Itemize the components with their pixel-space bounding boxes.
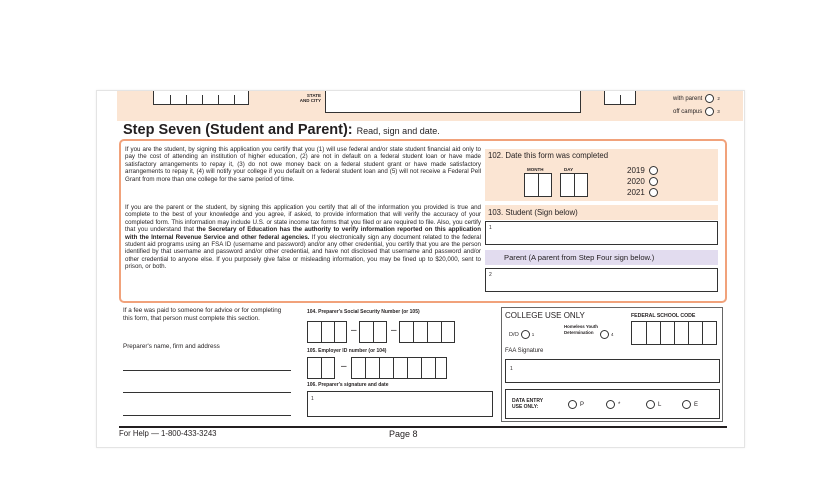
parent-signature-header [485, 250, 718, 265]
ssn-part2[interactable] [359, 321, 387, 343]
q102-label: 102. Date this form was completed [488, 151, 609, 160]
preparer-line[interactable] [123, 415, 291, 416]
ssn-part3[interactable] [399, 321, 455, 343]
college-use-box [501, 307, 723, 422]
entry-option-label: E [694, 401, 699, 408]
year-option-2019[interactable] [627, 166, 658, 175]
entry-option-star[interactable] [606, 400, 620, 409]
state-label: STATE [306, 93, 321, 98]
radio-circle[interactable] [705, 94, 714, 103]
data-entry-box [505, 389, 720, 419]
year-label: 2020 [627, 177, 645, 186]
homeless-option[interactable] [600, 330, 614, 339]
ssn-dash: – [351, 325, 357, 336]
preparer-name-label: Preparer's name, firm and address [123, 343, 220, 350]
cert-text-bold: the Secretary of Education has the authority to verify information reported on this application with the Internal Revenue Service and other federal agencies. [125, 226, 481, 241]
entry-option-label: L [658, 401, 662, 408]
q106-text: Preparer's signature and date [318, 382, 389, 388]
form-page [96, 90, 745, 448]
do-label: D/O [509, 331, 519, 338]
federal-school-code-boxes[interactable] [631, 321, 717, 345]
data-entry-label: DATA ENTRY USE ONLY: [512, 398, 544, 410]
city-field[interactable] [325, 91, 581, 113]
radio-circle[interactable] [568, 400, 577, 409]
radio-circle[interactable] [649, 166, 658, 175]
sig-number: 1 [489, 225, 492, 231]
q105-number: 105. [307, 348, 317, 354]
state-city-label [297, 93, 321, 103]
q102-header [485, 149, 718, 163]
top-address-band [117, 91, 743, 121]
preparer-signature-field[interactable] [307, 391, 493, 417]
do-option[interactable] [509, 330, 534, 339]
preparer-line[interactable] [123, 392, 291, 393]
entry-option-l[interactable] [646, 400, 661, 409]
radio-circle[interactable] [521, 330, 530, 339]
city-label: AND CITY [299, 98, 321, 103]
q106-label [307, 382, 389, 388]
year-option-2020[interactable] [627, 177, 658, 186]
cert-text-b: If you electronically sign any document related to the federal student aid programs using an FSA ID (username and password) and/or any other credential, you certify that you are the person identified by that username and password and/or other credential, and have not disclosed that username and password and/or other credential to anyone else. If you purposely give false or misleading information, you may be fined up to $20,000, sent to prison, or both. [125, 233, 481, 271]
faa-signature-field[interactable] [505, 359, 720, 383]
sig-number: 1 [311, 396, 314, 402]
parent-signature-field[interactable] [485, 268, 718, 292]
footer-rule [119, 426, 727, 428]
q104-label [307, 309, 420, 315]
college-use-title: COLLEGE USE ONLY [505, 311, 585, 320]
q106-number: 106. [307, 382, 317, 388]
entry-option-p[interactable] [568, 400, 584, 409]
ssn-dash: – [391, 325, 397, 336]
q103-header [485, 205, 718, 220]
month-boxes[interactable] [524, 173, 552, 197]
certification-box [119, 139, 727, 303]
sig-number: 2 [489, 272, 492, 278]
federal-school-code-label: FEDERAL SCHOOL CODE [631, 313, 696, 319]
parent-signature-label: Parent (A parent from Step Four sign below.) [504, 253, 655, 262]
ein-part2[interactable] [351, 357, 447, 379]
zip-code-boxes[interactable] [153, 91, 249, 105]
entry-option-label: P [580, 401, 585, 408]
student-certification-text: If you are the student, by signing this application you certify that you (1) will use federal and/or state student financial aid only to pay the cost of attending an institution of higher education, (2) are not in default on a federal student loan or have made satisfactory arrangements to repay it, (3) do not owe money back on a federal student grant or have made satisfactory arrangements to repay it, (4) will notify your college if you default on a federal student loan and (5) will not receive a Federal Pell Grant from more than one college for the same period of time. [125, 146, 481, 183]
living-option-label: off campus [673, 108, 703, 115]
state-boxes[interactable] [604, 91, 636, 105]
entry-option-e[interactable] [682, 400, 698, 409]
radio-circle[interactable] [705, 107, 714, 116]
preparer-line[interactable] [123, 370, 291, 371]
ein-part1[interactable] [307, 357, 335, 379]
day-boxes[interactable] [560, 173, 588, 197]
student-signature-field[interactable] [485, 221, 718, 245]
option-number: 2 [717, 96, 720, 101]
homeless-youth-label: Homeless Youth Determination [564, 324, 598, 335]
step-title-sub: Read, sign and date. [356, 126, 440, 136]
option-number: 3 [717, 109, 720, 114]
step-title-main: Step Seven (Student and Parent): [123, 122, 353, 138]
cert-text-a: If you are the parent or the student, by signing this application you certify that all of the information you provided is true and complete to the best of your knowledge and you agree, if asked, to provide information that will verify the accuracy of your completed form. This information may include U.S. or state income tax forms that you filed or are required to file. Also, you certify that you understand that [125, 204, 481, 234]
q105-label [307, 348, 386, 354]
living-option-label: with parent [673, 95, 703, 102]
q104-text: Preparer's Social Security Number (or 105) [318, 309, 420, 315]
q103-label: 103. Student (Sign below) [488, 208, 578, 217]
living-option-campus[interactable] [673, 107, 720, 116]
option-number: 1 [531, 332, 535, 337]
ssn-part1[interactable] [307, 321, 347, 343]
sig-number: 1 [510, 366, 513, 372]
ein-dash: – [341, 361, 347, 372]
q105-text: Employer ID number (or 104) [318, 348, 387, 354]
help-phone: For Help — 1-800-433-3243 [119, 429, 217, 438]
radio-circle[interactable] [600, 330, 609, 339]
radio-circle[interactable] [646, 400, 655, 409]
year-label: 2021 [627, 188, 645, 197]
step-title [123, 122, 440, 138]
preparer-fee-note: If a fee was paid to someone for advice or for completing this form, that person must complete this section. [123, 307, 282, 322]
entry-option-label: * [618, 401, 621, 408]
living-option-parent[interactable] [673, 94, 720, 103]
parent-student-certification-text [125, 204, 481, 271]
option-number: 4 [611, 332, 614, 337]
year-label: 2019 [627, 166, 645, 175]
radio-circle[interactable] [682, 400, 691, 409]
radio-circle[interactable] [606, 400, 615, 409]
q104-number: 104. [307, 309, 317, 315]
radio-circle[interactable] [649, 177, 658, 186]
q102-date-area [485, 163, 718, 201]
page-number: Page 8 [389, 429, 418, 439]
year-option-2021[interactable] [627, 188, 658, 197]
faa-signature-label: FAA Signature [505, 348, 544, 354]
month-label: MONTH [527, 167, 544, 172]
radio-circle[interactable] [649, 188, 658, 197]
day-label: DAY [564, 167, 574, 172]
